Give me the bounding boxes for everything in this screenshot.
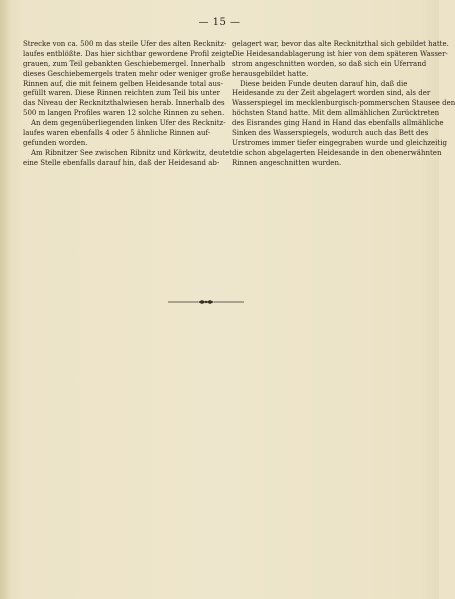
text-line: die schon abgelagerten Heidesande in den obenerwähnten [232, 148, 442, 157]
text-line: das Niveau der Recknitzthalwiesen herab. Innerhalb des [23, 99, 225, 108]
text-line: eine Stelle ebenfalls darauf hin, daß der Heidesand ab- [23, 158, 220, 167]
page-number: — 15 — [198, 17, 241, 28]
text-line: strom angeschnitten worden, so daß sich ein Uferrand [232, 59, 427, 68]
text-line: Urstromes immer tiefer eingegraben wurde und gleichzeitig [232, 138, 447, 147]
text-line: Diese beiden Funde deuten darauf hin, daß die [240, 79, 408, 88]
text-line: des Eisrandes ging Hand in Hand das ebenfalls allmähliche [232, 119, 444, 128]
text-line: gefunden worden. [23, 138, 88, 147]
text-line: An dem gegenüberliegenden linken Ufer des Recknitz- [31, 119, 226, 128]
page-binding-edge [0, 0, 10, 599]
text-line: 500 m langen Profiles waren 12 solche Rinnen zu sehen. [23, 109, 225, 118]
text-line: laufes entblößte. Das hier sichtbar gewordene Profil zeigte [23, 49, 233, 58]
text-line: herausgebildet hatte. [232, 69, 309, 78]
text-line: Rinnen angeschnitten wurden. [232, 158, 342, 167]
text-line: gelagert war, bevor das alte Recknitzthal sich gebildet hatte. [232, 40, 449, 48]
text-line: Heidesande zu der Zeit abgelagert worden sind, als der [232, 89, 431, 98]
text-line: Die Heidesandablagerung ist hier von dem späteren Wasser- [232, 49, 448, 58]
text-line: Sinken des Wasserspiegels, wodurch auch das Bett des [232, 129, 429, 138]
text-line: laufes waren ebenfalls 4 oder 5 ähnliche Rinnen auf- [23, 129, 211, 138]
text-line: grauen, zum Teil gebankten Geschiebemergel. Innerhalb [23, 59, 226, 68]
text-line: Rinnen auf, die mit feinem gelben Heidesande total aus- [23, 79, 223, 88]
text-line: gefüllt waren. Diese Rinnen reichten zum Teil bis unter [23, 89, 220, 98]
text-line: Wasserspiegel im mecklenburgisch-pommerschen Stausee den [232, 99, 455, 108]
text-line: Am Ribnitzer See zwischen Ribnitz und Körkwitz, deutet [31, 148, 233, 157]
text-line: dieses Geschiebemergels traten mehr oder weniger große [23, 69, 231, 78]
text-line: Strecke von ca. 500 m das steile Ufer des alten Recknitz- [23, 40, 227, 48]
right-text-column [232, 40, 455, 169]
text-line: höchsten Stand hatte. Mit dem allmählichen Zurücktreten [232, 109, 440, 118]
left-text-column [23, 40, 233, 169]
decorative-rule-ornament-icon [168, 297, 244, 307]
